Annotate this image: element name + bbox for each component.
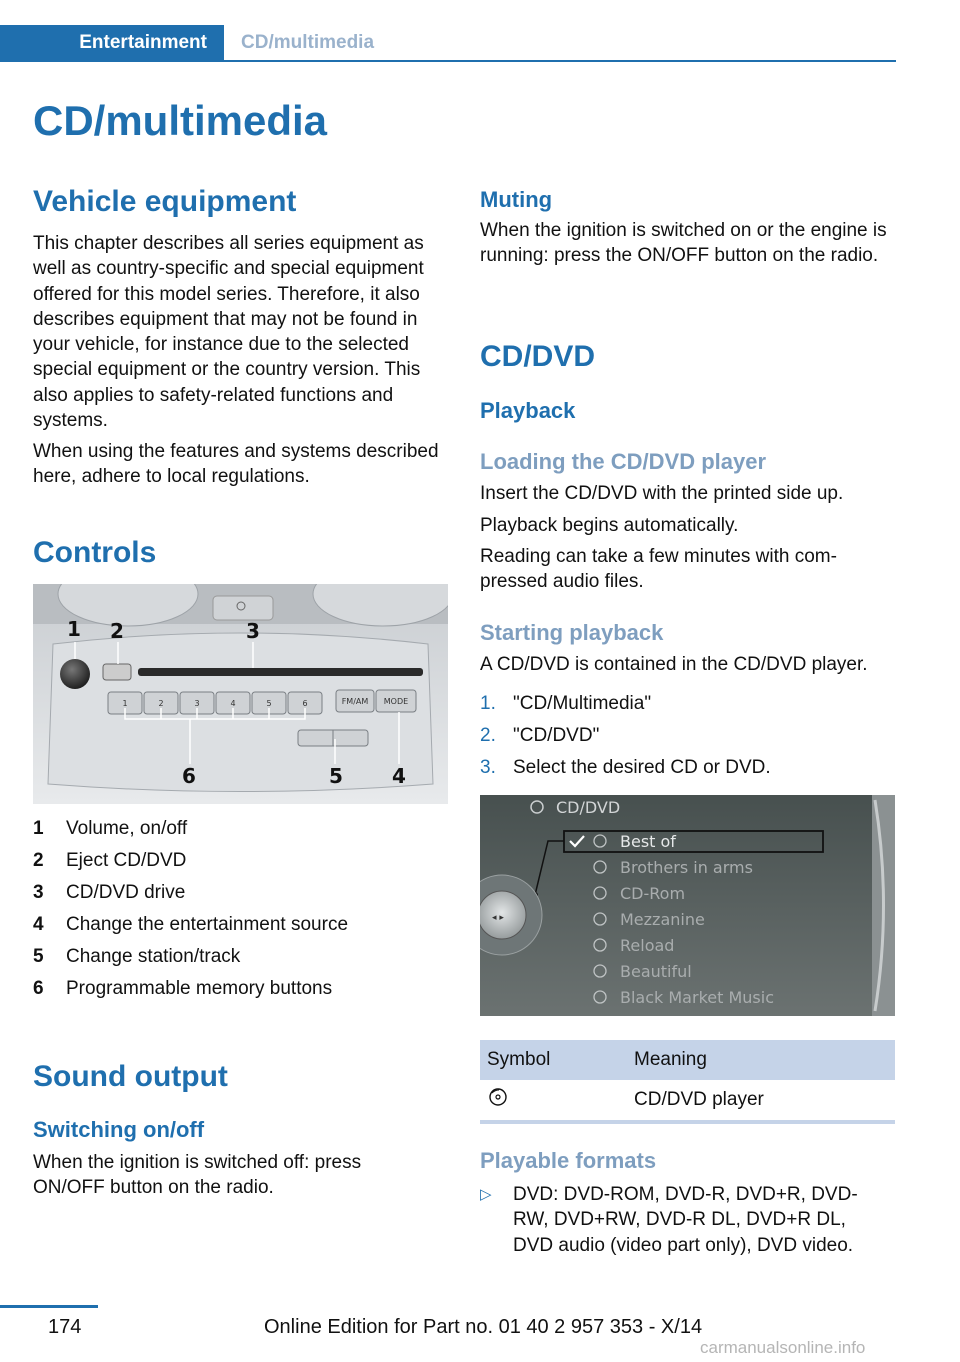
footer-edition: Online Edition for Part no. 01 40 2 957 353 - X/14 bbox=[264, 1316, 703, 1338]
button-label: 4 bbox=[230, 699, 236, 708]
item-text: Change the entertainment source bbox=[66, 914, 349, 935]
button-label: MODE bbox=[383, 697, 409, 706]
menu-item[interactable]: Reload bbox=[620, 936, 675, 955]
list-item bbox=[480, 756, 895, 788]
step-text: "CD/Multimedia" bbox=[513, 693, 652, 714]
switching-paragraph: When the ignition is switched off: press ON/OFF button on the radio. bbox=[33, 1152, 362, 1199]
menu-item[interactable]: CD-Rom bbox=[620, 884, 686, 903]
callout-5: 5 bbox=[329, 764, 343, 788]
muting-paragraph: When the ignition is switched on or the engine is running: press the ON/OFF button on the radio. bbox=[480, 220, 887, 267]
footer-rule bbox=[0, 1305, 98, 1308]
starting-paragraph: A CD/DVD is contained in the CD/DVD player. bbox=[480, 654, 868, 675]
vehicle-equipment-heading: Vehicle equipment bbox=[33, 185, 297, 218]
header-rule bbox=[0, 60, 896, 62]
page-title: CD/multimedia bbox=[33, 97, 328, 144]
list-item bbox=[33, 849, 448, 881]
button-label: FM/AM bbox=[341, 697, 369, 706]
callout-4: 4 bbox=[392, 764, 406, 788]
menu-item[interactable]: Brothers in arms bbox=[620, 858, 753, 877]
callout-6: 6 bbox=[182, 764, 196, 788]
item-text: Change station/track bbox=[66, 946, 241, 967]
item-text: Volume, on/off bbox=[66, 818, 188, 839]
controls-legend-list bbox=[33, 817, 448, 1009]
switching-heading: Switching on/off bbox=[33, 1117, 205, 1142]
item-number: 4 bbox=[33, 914, 44, 935]
watermark: carmanualsonline.info bbox=[700, 1338, 866, 1357]
item-number: 5 bbox=[33, 946, 44, 967]
list-item bbox=[33, 977, 448, 1009]
controller-arrows: ◂ ▸ bbox=[492, 913, 504, 923]
item-number: 3 bbox=[33, 882, 44, 903]
controls-heading: Controls bbox=[33, 536, 157, 569]
section-tab-cd-multimedia[interactable]: CD/multimedia bbox=[241, 32, 375, 53]
loading-paragraph-3: Reading can take a few minutes with compressed audio files. bbox=[480, 546, 837, 593]
button-label: 6 bbox=[302, 699, 308, 708]
list-item bbox=[480, 692, 895, 724]
page-header bbox=[0, 25, 896, 62]
symbol-cell bbox=[480, 1080, 627, 1122]
list-item bbox=[33, 817, 448, 849]
item-number: 6 bbox=[33, 978, 44, 999]
step-text: "CD/DVD" bbox=[513, 725, 600, 746]
vehicle-equipment-paragraph-2: When using the features and systems described here, adhere to local regulations. bbox=[33, 441, 439, 488]
radio-controls-illustration bbox=[33, 584, 448, 804]
symbol-table bbox=[480, 1040, 895, 1124]
callout-1: 1 bbox=[67, 617, 81, 641]
step-number: 2. bbox=[480, 725, 496, 746]
cd-dvd-menu-screen bbox=[480, 795, 895, 1016]
column-header-symbol: Symbol bbox=[480, 1040, 627, 1080]
table-row bbox=[480, 1080, 895, 1122]
step-text: Select the desired CD or DVD. bbox=[513, 757, 771, 778]
callout-2: 2 bbox=[110, 619, 124, 643]
menu-item[interactable]: Best of bbox=[620, 832, 676, 851]
vehicle-equipment-paragraph-1: This chapter describes all series equipment as well as country-specific and special equipment offered for this model series. Therefore, it also describes equipment that may not be found in your vehicle, for instance due to the selected special equipment or the country version. This also applies to safety-related functions and systems. bbox=[33, 233, 424, 432]
cd-dvd-icon bbox=[487, 1087, 509, 1107]
step-number: 1. bbox=[480, 693, 496, 714]
muting-heading: Muting bbox=[480, 187, 553, 212]
meaning-cell: CD/DVD player bbox=[627, 1080, 895, 1122]
page-number: 174 bbox=[48, 1316, 82, 1338]
menu-item[interactable]: Mezzanine bbox=[620, 910, 705, 929]
item-text: Programmable memory buttons bbox=[66, 978, 333, 999]
item-number: 2 bbox=[33, 850, 44, 871]
loading-heading: Loading the CD/DVD player bbox=[480, 449, 767, 474]
playable-formats-heading: Playable formats bbox=[480, 1148, 657, 1173]
list-item bbox=[33, 913, 448, 945]
item-text: Eject CD/DVD bbox=[66, 850, 187, 871]
button-label: 2 bbox=[158, 699, 164, 708]
starting-heading: Starting playback bbox=[480, 620, 664, 645]
sound-output-heading: Sound output bbox=[33, 1060, 228, 1093]
list-item bbox=[33, 881, 448, 913]
button-label: 5 bbox=[266, 699, 272, 708]
column-header-meaning: Meaning bbox=[627, 1040, 895, 1080]
button-label: 3 bbox=[194, 699, 200, 708]
steps-list bbox=[480, 692, 895, 788]
list-item bbox=[480, 724, 895, 756]
loading-paragraph-2: Playback begins automatically. bbox=[480, 515, 739, 536]
loading-paragraph-1: Insert the CD/DVD with the printed side up. bbox=[480, 483, 844, 504]
item-number: 1 bbox=[33, 818, 44, 839]
formats-bullet-text: DVD: DVD-ROM, DVD-R, DVD+R, DVD-RW, DVD+RW, DVD-R DL, DVD+R DL, DVD audio (video part only), DVD video. bbox=[513, 1184, 858, 1256]
cd-dvd-heading: CD/DVD bbox=[480, 340, 596, 373]
triangle-bullet-icon: ▷ bbox=[480, 1186, 492, 1203]
callout-3: 3 bbox=[246, 619, 260, 643]
menu-item[interactable]: Beautiful bbox=[620, 962, 692, 981]
playback-heading: Playback bbox=[480, 398, 576, 423]
screen-title: CD/DVD bbox=[556, 798, 621, 817]
section-tab-entertainment[interactable]: Entertainment bbox=[0, 25, 224, 60]
menu-item[interactable]: Black Market Music bbox=[620, 988, 774, 1007]
step-number: 3. bbox=[480, 757, 496, 778]
button-label: 1 bbox=[122, 699, 128, 708]
list-item bbox=[33, 945, 448, 977]
item-text: CD/DVD drive bbox=[66, 882, 186, 903]
